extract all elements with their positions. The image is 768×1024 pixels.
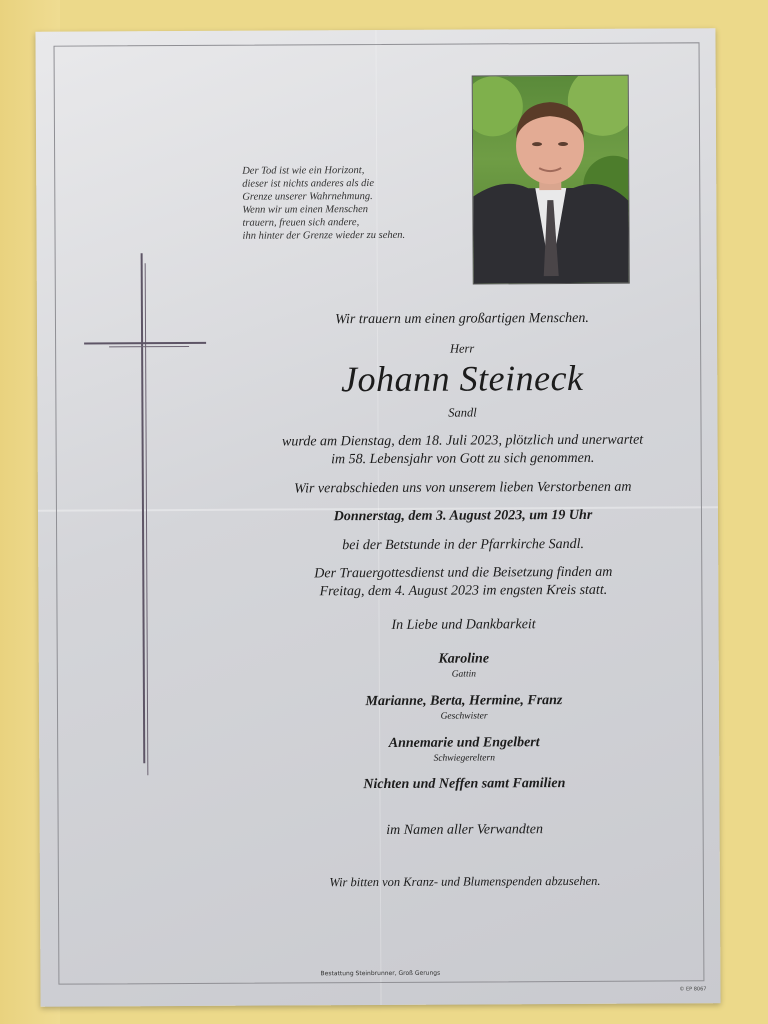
funeral-home-credit: Bestattung Steinbrunner, Groß Gerungs [320,969,441,978]
love-line: In Liebe und Dankbarkeit [391,617,536,633]
mourner-name: Annemarie und Engelbert [388,735,540,751]
farewell-line: Wir verabschieden uns von unserem lieben Verstorbenen am [294,479,632,497]
intro-line: Wir trauern um einen großartigen Menschen. [335,310,589,328]
mourner-relation: Gattin [451,669,476,680]
mourner-relation: Geschwister [440,711,488,722]
death-line-2: im 58. Lebensjahr von Gott zu sich genommen. [331,450,595,468]
portrait-photo [472,75,630,285]
farewell-date: Donnerstag, dem 3. August 2023, um 19 Uhr [333,507,593,525]
service-line-2: Freitag, dem 4. August 2023 im engsten Kreis statt. [319,582,608,600]
poem [242,164,462,243]
poem-line: trauern, freuen sich andere, [242,217,360,229]
donation-request: Wir bitten von Kranz- und Blumenspenden abzusehen. [329,873,601,890]
mourner-name: Nichten und Neffen samt Familien [363,776,566,793]
poem-line: dieser ist nichts anderes als die [242,178,375,190]
deceased-name: Johann Steineck [340,357,584,400]
poem-line: ihn hinter der Grenze wieder zu sehen. [242,229,406,242]
mourner-relation: Schwiegereltern [433,753,495,764]
mourner-name: Karoline [438,651,490,667]
mourner-name: Marianne, Berta, Hermine, Franz [365,693,563,710]
service-line-1: Der Trauergottesdienst und die Beisetzung finden am [314,564,613,582]
obituary-sheet [35,28,720,1007]
salutation: Herr [449,341,475,356]
poem-line: Der Tod ist wie ein Horizont, [242,165,365,177]
poem-line: Wenn wir um einen Menschen [242,204,369,216]
print-code: © EP 8067 [679,986,707,993]
place-of-residence: Sandl [448,405,477,420]
relatives-line: im Namen aller Verwandten [386,822,544,838]
poem-line: Grenze unserer Wahrnehmung. [242,191,373,203]
farewell-location: bei der Betstunde in der Pfarrkirche Sandl. [342,536,585,554]
death-line-1: wurde am Dienstag, dem 18. Juli 2023, plötzlich und unerwartet [282,432,644,450]
